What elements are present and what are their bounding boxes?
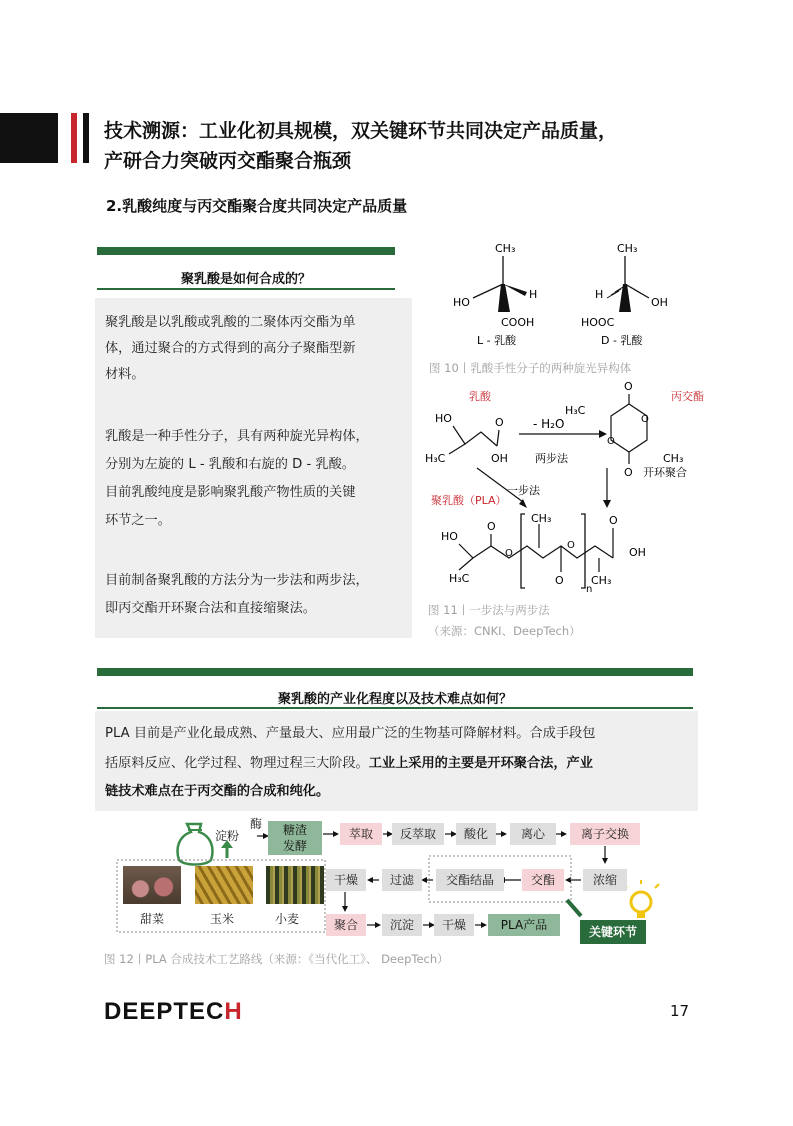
step-extract: 萃取	[340, 823, 382, 845]
step-pla-product: PLA产品	[488, 914, 560, 936]
qa2-question: 聚乳酸的产业化程度以及技术难点如何？	[277, 692, 512, 707]
corn-label: 玉米	[210, 912, 235, 926]
qa2-underline	[97, 707, 693, 709]
beet-photo	[123, 866, 181, 904]
fig11-lactide-label: 丙交酯	[671, 390, 704, 403]
step-dry: 干燥	[326, 869, 366, 891]
key-step-badge: 关键环节	[580, 920, 646, 944]
step-sugar-fermentation-l1: 糖渣	[282, 823, 307, 837]
pla-ch3-end: CH₃	[591, 574, 612, 587]
step-back-extract: 反萃取	[392, 823, 444, 845]
qa2-line2-normal: 括原料反应、化学过程、物理过程三大阶段。	[105, 756, 369, 771]
figure-11-source: （来源：CNKI、DeepTech）	[428, 624, 581, 638]
fig11-o-ring-b: O	[607, 436, 615, 447]
corner-block	[0, 113, 58, 163]
d-h: H	[595, 288, 604, 301]
corn-photo	[195, 866, 253, 904]
step-ion-exchange: 离子交换	[570, 823, 640, 845]
title-bar-black	[83, 113, 89, 163]
d-label: D - 乳酸	[601, 334, 643, 347]
pla-ho: HO	[441, 530, 458, 543]
step-concentrate: 浓缩	[583, 869, 627, 891]
step-sugar-fermentation	[268, 821, 322, 855]
page-title-line1: 技术溯源：工业化初具规模，双关键环节共同决定产品质量，	[104, 120, 618, 142]
qa1-line: 目前制备聚乳酸的方法分为一步法和两步法，	[105, 573, 369, 588]
pla-label: 聚乳酸（PLA）	[431, 494, 507, 507]
l-ch3: CH₃	[495, 242, 516, 255]
qa1-line: 即丙交酯开环聚合法和直接缩聚法。	[105, 601, 316, 616]
qa1-question: 聚乳酸是如何合成的？	[180, 272, 311, 287]
step-sugar-fermentation-l2: 发酵	[282, 839, 307, 853]
wheat-photo	[266, 866, 324, 904]
minus-water: - H₂O	[533, 417, 565, 431]
qa2-top-bar	[97, 668, 693, 676]
fig11-ch3-ring: CH₃	[663, 452, 684, 465]
d-oh: OH	[651, 296, 668, 309]
lightbulb-icon	[623, 880, 659, 918]
l-h: H	[529, 288, 538, 301]
qa1-line: 体，通过聚合的方式得到的高分子聚酯型新	[105, 341, 356, 356]
brand-logo-last: H	[224, 998, 243, 1025]
step-acidify: 酸化	[456, 823, 496, 845]
fig11-lactic-label: 乳酸	[469, 390, 491, 403]
pla-o1: O	[487, 520, 496, 533]
two-step-label: 两步法	[535, 452, 568, 465]
step-filter: 过滤	[382, 869, 422, 891]
qa1-line: 聚乳酸是以乳酸或乳酸的二聚体丙交酯为单	[105, 315, 356, 330]
fig11-o-ring-a: O	[641, 414, 649, 425]
page-number: 17	[670, 1002, 690, 1020]
qa1-line: 分别为左旋的 L - 乳酸和右旋的 D - 乳酸。	[105, 457, 355, 472]
title-bar-red	[71, 113, 77, 163]
qa1-underline	[97, 288, 395, 290]
qa2-line3-bold: 链技术难点在于丙交酯的合成和纯化。	[105, 784, 330, 799]
step-lactide: 交酯	[522, 869, 564, 891]
qa1-top-bar	[97, 247, 395, 255]
section-title: 2.乳酸纯度与丙交酯聚合度共同决定产品质量	[106, 197, 408, 215]
l-lactic-acid-structure	[453, 242, 537, 347]
step-centrifuge: 离心	[510, 823, 556, 845]
page-title-line2: 产研合力突破丙交酯聚合瓶颈	[104, 150, 352, 172]
chemistry-figures	[415, 236, 704, 596]
pla-oh: OH	[629, 546, 646, 559]
fig11-ho: HO	[435, 412, 452, 425]
fig11-oh1: OH	[491, 452, 508, 465]
pla-o-bracket: O	[567, 540, 575, 551]
qa2-line2	[105, 751, 593, 777]
d-lactic-acid-structure	[581, 242, 668, 347]
brand-logo	[104, 998, 243, 1026]
step-precipitate: 沉淀	[382, 914, 422, 936]
pla-o2: O	[555, 574, 564, 587]
figure-11-caption: 图 11丨一步法与两步法	[428, 603, 550, 617]
fig11-o3: O	[624, 466, 633, 479]
qa2-line3	[105, 779, 329, 805]
step-lactide-crystallization: 交酯结晶	[436, 869, 504, 891]
step-polymerize: 聚合	[326, 914, 366, 936]
pla-o-chain: O	[505, 548, 513, 559]
qa2-answer-box	[95, 711, 698, 811]
fig11-o2: O	[624, 380, 633, 393]
page-title	[104, 116, 724, 176]
beet-label: 甜菜	[140, 912, 165, 926]
qa2-line1: PLA 目前是产业化最成熟、产量最大、应用最广泛的生物基可降解材料。合成手段包	[105, 726, 596, 741]
d-ch3: CH₃	[617, 242, 638, 255]
pla-o3: O	[609, 514, 618, 527]
brand-logo-main: DEEPTEC	[104, 998, 225, 1025]
l-label: L - 乳酸	[477, 334, 517, 347]
fig11-h3c: H₃C	[425, 452, 446, 465]
qa2-line2-bold: 工业上采用的主要是开环聚合法，产业	[368, 756, 593, 771]
d-hooc: HOOC	[581, 316, 615, 329]
enzyme-label: 酶	[250, 817, 263, 831]
l-ho: HO	[453, 296, 470, 309]
ring-open-label: 开环聚合	[643, 466, 687, 479]
step-dry-2: 干燥	[434, 914, 474, 936]
pla-h3c: H₃C	[449, 572, 470, 585]
pla-ch3-bracket: CH₃	[531, 512, 552, 525]
qa1-line: 材料。	[105, 367, 145, 382]
pla-n: n	[586, 584, 593, 595]
qa1-line: 环节之一。	[105, 513, 171, 528]
fig11-o1: O	[495, 416, 504, 429]
sack-icon	[178, 824, 213, 865]
starch-label: 淀粉	[215, 829, 240, 843]
qa1-line: 目前乳酸纯度是影响聚乳酸产物性质的关键	[105, 485, 356, 500]
qa1-line: 乳酸是一种手性分子，具有两种旋光异构体，	[105, 429, 369, 444]
figure-12-caption: 图 12丨PLA 合成技术工艺路线（来源：《当代化工》、 DeepTech）	[104, 952, 449, 966]
l-cooh: COOH	[501, 316, 535, 329]
qa1-answer-box	[95, 298, 412, 638]
wheat-label: 小麦	[275, 912, 300, 926]
figure-10-caption: 图 10丨乳酸手性分子的两种旋光异构体	[429, 361, 632, 375]
fig11-h3c-ring: H₃C	[565, 404, 586, 417]
one-step-label: 一步法	[507, 484, 540, 497]
